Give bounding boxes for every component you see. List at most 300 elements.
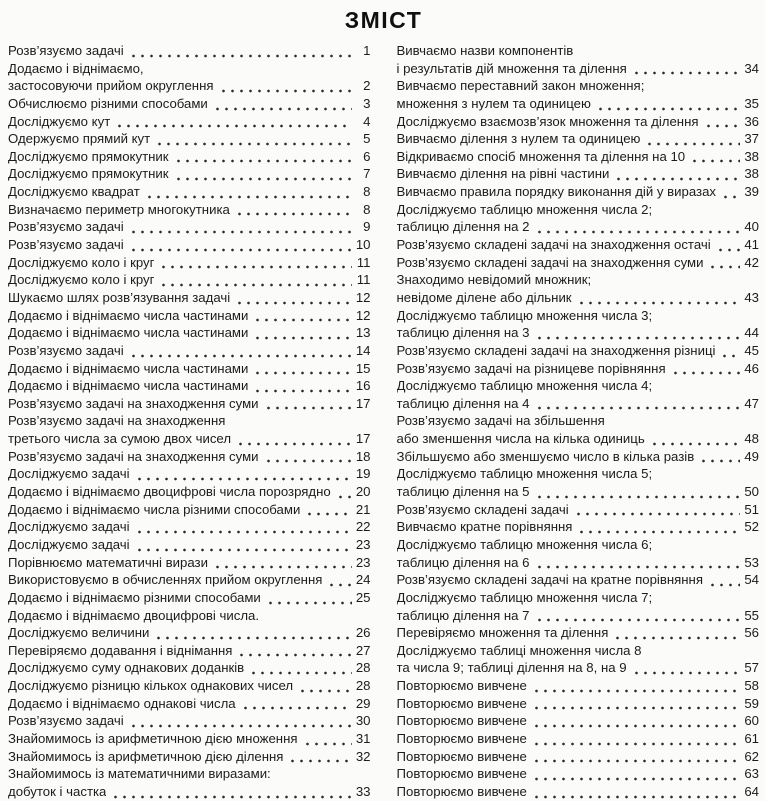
toc-entry-title: Додаємо і віднімаємо двоцифрові числа. [8, 607, 260, 623]
toc-entry-title: Визначаємо периметр многокутника [8, 201, 230, 217]
toc-entry-title: Розв’язуємо задачі [8, 43, 124, 58]
toc-row [397, 518, 760, 536]
toc-row [397, 148, 760, 166]
toc-entry-title: Досліджуємо прямокутник [8, 166, 169, 182]
toc-entry-title: Додаємо і віднімаємо числа частинами [8, 325, 249, 341]
toc-entry-title: таблицю ділення на 3 [396, 325, 530, 341]
toc-entry-title: Розв’язуємо задачі [8, 237, 124, 253]
toc-entry-title: Досліджуємо таблицю множення числа 2; [396, 201, 653, 217]
toc-entry-title: Повторюємо вивчене [396, 730, 527, 746]
toc-entry-title: Перевіряємо множення та ділення [396, 625, 609, 641]
toc-page-number: 10 [355, 237, 371, 253]
toc-page-number: 28 [355, 678, 371, 694]
toc-entry-title: Досліджуємо задачі [8, 536, 130, 552]
toc-entry-title: Повторюємо вивчене [396, 695, 527, 711]
toc-row [8, 571, 371, 589]
toc-page-number: 51 [744, 501, 759, 517]
toc-page-number: 23 [355, 536, 371, 552]
toc-entry-title: Досліджуємо таблицю множення числа 3; [396, 307, 653, 323]
toc-entry-title: Використовуємо в обчисленнях прийом округлення [8, 572, 323, 588]
toc-page-number: 47 [744, 395, 759, 411]
dot-leader [596, 95, 740, 113]
dot-leader [699, 448, 740, 466]
toc-page-number: 29 [355, 695, 371, 711]
toc-entry-title: Вивчаємо кратне порівняння [396, 519, 573, 535]
dot-leader [145, 183, 352, 201]
toc-row [397, 695, 760, 713]
toc-page-number: 53 [744, 554, 759, 570]
toc-row [8, 342, 371, 360]
toc-row [8, 624, 371, 642]
toc-row [397, 659, 760, 677]
toc-page-number: 30 [355, 713, 371, 729]
toc-row [397, 536, 760, 554]
toc-entry-title: таблицю ділення на 6 [396, 554, 530, 570]
toc-entry-title: Повторюємо вивчене [396, 766, 527, 782]
toc-row [8, 307, 371, 325]
toc-entry-title: Досліджуємо таблицю множення числа 7; [396, 589, 653, 605]
toc-columns [8, 42, 759, 801]
toc-row [397, 113, 760, 131]
dot-leader [690, 148, 740, 166]
toc-entry-title: або зменшення числа на кілька одиниць [396, 431, 645, 447]
toc-row [397, 730, 760, 748]
toc-entry-title: Досліджуємо суму однакових доданків [8, 660, 245, 676]
dot-leader [129, 236, 352, 254]
dot-leader [704, 113, 740, 131]
toc-entry-title: Розв’язуємо задачі [8, 713, 124, 729]
toc-entry-title: Повторюємо вивчене [396, 678, 527, 694]
toc-row [8, 324, 371, 342]
toc-row [8, 748, 371, 766]
toc-row [8, 448, 371, 466]
toc-row [8, 501, 371, 519]
toc-page-number: 57 [744, 660, 759, 676]
dot-leader [303, 730, 352, 748]
toc-row [8, 730, 371, 748]
toc-entry-title: Знайомимось із арифметичною дією ділення [8, 748, 284, 764]
toc-row [397, 42, 760, 60]
toc-row [8, 659, 371, 677]
toc-row [397, 430, 760, 448]
dot-leader [129, 712, 352, 730]
toc-entry-title: Знайомимось із арифметичною дією множення [8, 730, 298, 746]
dot-leader [174, 148, 352, 166]
toc-page-number: 11 [356, 272, 371, 288]
dot-leader [237, 642, 351, 660]
dot-leader [535, 607, 741, 625]
toc-entry-title: Додаємо і віднімаємо однакові числа [8, 695, 236, 711]
dot-leader [532, 765, 740, 783]
dot-leader [159, 271, 351, 289]
toc-page-number: 46 [744, 360, 759, 376]
dot-leader [253, 307, 351, 325]
dot-leader [264, 395, 352, 413]
toc-entry-title: Розв’язуємо складені задачі на знаходження різниці [396, 342, 716, 358]
toc-entry-title: Збільшуємо або зменшуємо число в кілька разів [396, 448, 695, 464]
toc-page-number: 5 [363, 131, 371, 147]
toc-page-number: 59 [744, 695, 759, 711]
toc-row [397, 783, 760, 801]
toc-row [8, 677, 371, 695]
toc-entry-title: Досліджуємо таблиці множення числа 8 [396, 642, 642, 658]
dot-leader [129, 342, 352, 360]
toc-row [8, 783, 371, 801]
toc-page-number: 6 [363, 148, 371, 164]
dot-leader [532, 712, 740, 730]
toc-page-number: 34 [744, 60, 759, 76]
toc-entry-title: Розв’язуємо задачі на знаходження суми [8, 448, 259, 464]
toc-row [8, 712, 371, 730]
toc-row [8, 77, 371, 95]
toc-entry-title: Обчислюємо різними способами [8, 95, 208, 111]
toc-row [397, 765, 760, 783]
toc-page-number: 16 [355, 378, 371, 394]
toc-row [8, 642, 371, 660]
toc-page-number: 45 [744, 342, 759, 358]
toc-row [8, 148, 371, 166]
toc-row [397, 677, 760, 695]
toc-page-number: 39 [744, 184, 759, 200]
toc-row [8, 236, 371, 254]
toc-row [8, 377, 371, 395]
dot-leader [535, 483, 741, 501]
dot-leader [159, 254, 351, 272]
toc-entry-title: Додаємо і віднімаємо, [8, 60, 144, 76]
toc-row [8, 483, 371, 501]
toc-row [397, 201, 760, 219]
toc-row [397, 412, 760, 430]
toc-page-number: 20 [355, 484, 371, 500]
toc-row [8, 765, 371, 783]
toc-page-number: 15 [355, 360, 371, 376]
dot-leader [174, 165, 352, 183]
toc-entry-title: Знаходимо невідомий множник; [396, 272, 592, 288]
toc-row [8, 289, 371, 307]
toc-row [397, 748, 760, 766]
toc-row [397, 395, 760, 413]
toc-page-number: 62 [744, 748, 759, 764]
toc-page-number: 7 [363, 166, 371, 182]
toc-row [8, 395, 371, 413]
toc-page-number: 55 [744, 607, 759, 623]
toc-row [397, 360, 760, 378]
toc-page-number: 52 [744, 519, 759, 535]
toc-entry-title: Повторюємо вивчене [396, 748, 527, 764]
toc-entry-title: і результатів дій множення та ділення [396, 60, 627, 76]
dot-leader [574, 501, 740, 519]
dot-leader [135, 518, 352, 536]
toc-entry-title: Досліджуємо задачі [8, 466, 130, 482]
toc-entry-title: невідоме ділене або дільник [396, 289, 572, 305]
toc-row [8, 695, 371, 713]
toc-page-number: 50 [744, 484, 759, 500]
toc-row [8, 430, 371, 448]
dot-leader [632, 60, 740, 78]
toc-page-number: 49 [744, 448, 759, 464]
toc-entry-title: таблицю ділення на 5 [396, 484, 530, 500]
toc-entry-title: добуток і частка [8, 783, 107, 799]
dot-leader [720, 342, 740, 360]
dot-leader [336, 483, 352, 501]
toc-page-number: 32 [355, 748, 371, 764]
toc-row [397, 218, 760, 236]
toc-row [397, 254, 760, 272]
toc-page-number: 40 [744, 219, 759, 235]
toc-page-number: 2 [363, 78, 371, 94]
toc-entry-title: Додаємо і віднімаємо числа частинами [8, 307, 249, 323]
dot-leader [135, 536, 352, 554]
toc-entry-title: таблицю ділення на 4 [396, 395, 530, 411]
toc-page-number: 54 [744, 572, 759, 588]
dot-leader [632, 659, 740, 677]
toc-row [8, 360, 371, 378]
toc-page-number: 17 [355, 395, 371, 411]
toc-row [8, 607, 371, 625]
toc-page-number: 38 [744, 148, 759, 164]
toc-page-number: 43 [744, 289, 759, 305]
toc-entry-title: Шукаємо шлях розв’язування задачі [8, 289, 231, 305]
toc-row [397, 712, 760, 730]
page-title: ЗМІСТ [344, 7, 423, 33]
dot-leader [249, 659, 351, 677]
toc-entry-title: Додаємо і віднімаємо двоцифрові числа порозрядно [8, 484, 331, 500]
toc-entry-title: Знайомимось із математичними виразами: [8, 766, 271, 782]
dot-leader [219, 77, 352, 95]
toc-page-number: 23 [355, 554, 371, 570]
toc-entry-title: застосовуючи прийом округлення [8, 78, 214, 94]
toc-entry-title: Додаємо і віднімаємо числа частинами [8, 360, 249, 376]
toc-entry-title: Досліджуємо величини [8, 625, 150, 641]
toc-page-number: 31 [355, 730, 371, 746]
toc-row [8, 271, 371, 289]
toc-row [8, 183, 371, 201]
dot-leader [115, 113, 351, 131]
dot-leader [241, 695, 352, 713]
dot-leader [535, 324, 741, 342]
toc-entry-title: Розв’язуємо задачі на знаходження [8, 413, 226, 429]
toc-page-number: 13 [355, 325, 371, 341]
toc-row [397, 501, 760, 519]
toc-entry-title: третього числа за сумою двох чисел [8, 431, 232, 447]
dot-leader [288, 748, 351, 766]
toc-row [397, 589, 760, 607]
toc-entry-title: Розв’язуємо задачі [8, 219, 124, 235]
toc-row [8, 518, 371, 536]
toc-page-number: 26 [355, 625, 371, 641]
toc-row [8, 42, 371, 60]
toc-row [8, 218, 371, 236]
dot-leader [155, 130, 351, 148]
toc-row [397, 60, 760, 78]
toc-entry-title: Розв’язуємо складені задачі [396, 501, 569, 517]
toc-page-number: 4 [363, 113, 371, 129]
toc-entry-title: множення з нулем та одиницею [396, 95, 591, 111]
toc-entry-title: Досліджуємо задачі [8, 519, 130, 535]
toc-row [397, 236, 760, 254]
toc-entry-title: Додаємо і віднімаємо числа різними способами [8, 501, 301, 517]
dot-leader [650, 430, 740, 448]
toc-row [397, 271, 760, 289]
toc-page-number: 42 [744, 254, 759, 270]
toc-entry-title: Вивчаємо переставний закон множення; [396, 78, 645, 94]
toc-entry-title: Порівнюємо математичні вирази [8, 554, 208, 570]
toc-row [397, 183, 760, 201]
toc-entry-title: Розв’язуємо задачі на різницеве порівняння [396, 360, 666, 376]
toc-row [8, 536, 371, 554]
dot-leader [213, 554, 352, 572]
toc-page-number: 24 [355, 572, 371, 588]
dot-leader [577, 289, 740, 307]
toc-entry-title: Розв’язуємо задачі на знаходження суми [8, 395, 259, 411]
toc-left-column [8, 42, 371, 801]
toc-entry-title: Відкриваємо спосіб множення та ділення на 10 [396, 148, 686, 164]
toc-entry-title: Досліджуємо таблицю множення числа 6; [396, 536, 653, 552]
toc-page-number: 14 [355, 342, 371, 358]
toc-row [397, 289, 760, 307]
toc-row [8, 254, 371, 272]
toc-row [397, 165, 760, 183]
toc-entry-title: Досліджуємо прямокутник [8, 148, 169, 164]
toc-entry-title: Вивчаємо ділення з нулем та одиницею [396, 131, 641, 147]
toc-row [397, 483, 760, 501]
dot-leader [129, 218, 352, 236]
dot-leader [253, 324, 351, 342]
dot-leader [577, 518, 740, 536]
toc-page-number: 12 [355, 307, 371, 323]
toc-page-number: 28 [355, 660, 371, 676]
toc-entry-title: Досліджуємо коло і круг [8, 272, 155, 288]
toc-page-number: 48 [744, 431, 759, 447]
toc-page-number: 1 [363, 43, 371, 58]
dot-leader [235, 289, 351, 307]
dot-leader [264, 448, 352, 466]
toc-row [8, 412, 371, 430]
dot-leader [532, 748, 740, 766]
toc-row [397, 571, 760, 589]
toc-page-number: 44 [744, 325, 759, 341]
toc-page-number: 56 [744, 625, 759, 641]
toc-page-number: 19 [355, 466, 371, 482]
dot-leader [129, 42, 352, 60]
toc-row [8, 589, 371, 607]
toc-row [8, 60, 371, 78]
dot-leader [253, 377, 351, 395]
toc-page-number: 8 [363, 184, 371, 200]
toc-row [8, 130, 371, 148]
toc-entry-title: Повторюємо вивчене [396, 783, 527, 799]
dot-leader [111, 783, 351, 801]
toc-page-number: 17 [355, 431, 371, 447]
toc-entry-title: таблицю ділення на 2 [396, 219, 530, 235]
dot-leader [154, 624, 351, 642]
dot-leader [213, 95, 352, 113]
dot-leader [716, 236, 740, 254]
toc-page-number: 12 [355, 289, 371, 305]
toc-row [397, 95, 760, 113]
toc-entry-title: Розв’язуємо складені задачі на знаходження суми [396, 254, 704, 270]
dot-leader [535, 554, 741, 572]
toc-page-number: 33 [355, 783, 371, 799]
dot-leader [532, 783, 740, 801]
toc-row [397, 307, 760, 325]
toc-page-number: 36 [744, 113, 759, 129]
dot-leader [305, 501, 351, 519]
toc-entry-title: Досліджуємо кут [8, 113, 111, 129]
dot-leader [253, 360, 351, 378]
toc-page-number: 8 [363, 201, 371, 217]
toc-entry-title: та числа 9; таблиці ділення на 8, на 9 [396, 660, 627, 676]
toc-page-number: 61 [744, 730, 759, 746]
toc-entry-title: Перевіряємо додавання і віднімання [8, 642, 233, 658]
dot-leader [671, 360, 740, 378]
toc-entry-title: Досліджуємо таблицю множення числа 4; [396, 378, 653, 394]
dot-leader [535, 395, 741, 413]
toc-entry-title: Додаємо і віднімаємо числа частинами [8, 378, 249, 394]
dot-leader [235, 201, 352, 219]
toc-row [397, 624, 760, 642]
toc-page-number: 58 [744, 678, 759, 694]
dot-leader [532, 677, 740, 695]
toc-row [8, 201, 371, 219]
toc-row [397, 77, 760, 95]
toc-row [8, 554, 371, 572]
dot-leader [532, 695, 740, 713]
toc-row [397, 342, 760, 360]
toc-row [397, 642, 760, 660]
dot-leader [708, 571, 740, 589]
toc-row [397, 465, 760, 483]
dot-leader [645, 130, 740, 148]
dot-leader [135, 465, 352, 483]
toc-entry-title: Вивчаємо ділення на рівні частини [396, 166, 610, 182]
toc-row [397, 607, 760, 625]
dot-leader [236, 430, 351, 448]
toc-page-number: 64 [744, 783, 759, 799]
toc-page-number: 18 [355, 448, 371, 464]
toc-page-number: 25 [355, 589, 371, 605]
toc-entry-title: Розв’язуємо складені задачі на знаходження остачі [396, 237, 711, 253]
dot-leader [327, 571, 351, 589]
dot-leader [614, 165, 740, 183]
toc-row [8, 95, 371, 113]
toc-page-number: 11 [356, 254, 371, 270]
toc-entry-title: Вивчаємо назви компонентів [396, 43, 574, 58]
toc-entry-title: Вивчаємо правила порядку виконання дій у виразах [396, 184, 717, 200]
toc-row [8, 165, 371, 183]
toc-entry-title: Досліджуємо різницю кількох однакових чисел [8, 678, 294, 694]
toc-row [8, 113, 371, 131]
toc-right-column [397, 42, 760, 801]
toc-entry-title: Досліджуємо коло і круг [8, 254, 155, 270]
toc-page-number: 3 [363, 95, 371, 111]
toc-row [397, 377, 760, 395]
toc-page-number: 63 [744, 766, 759, 782]
toc-entry-title: Розв’язуємо задачі на збільшення [396, 413, 605, 429]
toc-entry-title: Повторюємо вивчене [396, 713, 527, 729]
toc-entry-title: Досліджуємо квадрат [8, 184, 140, 200]
toc-page-number: 60 [744, 713, 759, 729]
toc-entry-title: таблицю ділення на 7 [396, 607, 530, 623]
toc-page-number: 9 [363, 219, 371, 235]
toc-entry-title: Одержуємо прямий кут [8, 131, 151, 147]
toc-row [8, 465, 371, 483]
toc-page-number: 35 [744, 95, 759, 111]
toc-row [397, 554, 760, 572]
toc-entry-title: Розв’язуємо задачі [8, 342, 124, 358]
dot-leader [708, 254, 740, 272]
dot-leader [535, 218, 741, 236]
